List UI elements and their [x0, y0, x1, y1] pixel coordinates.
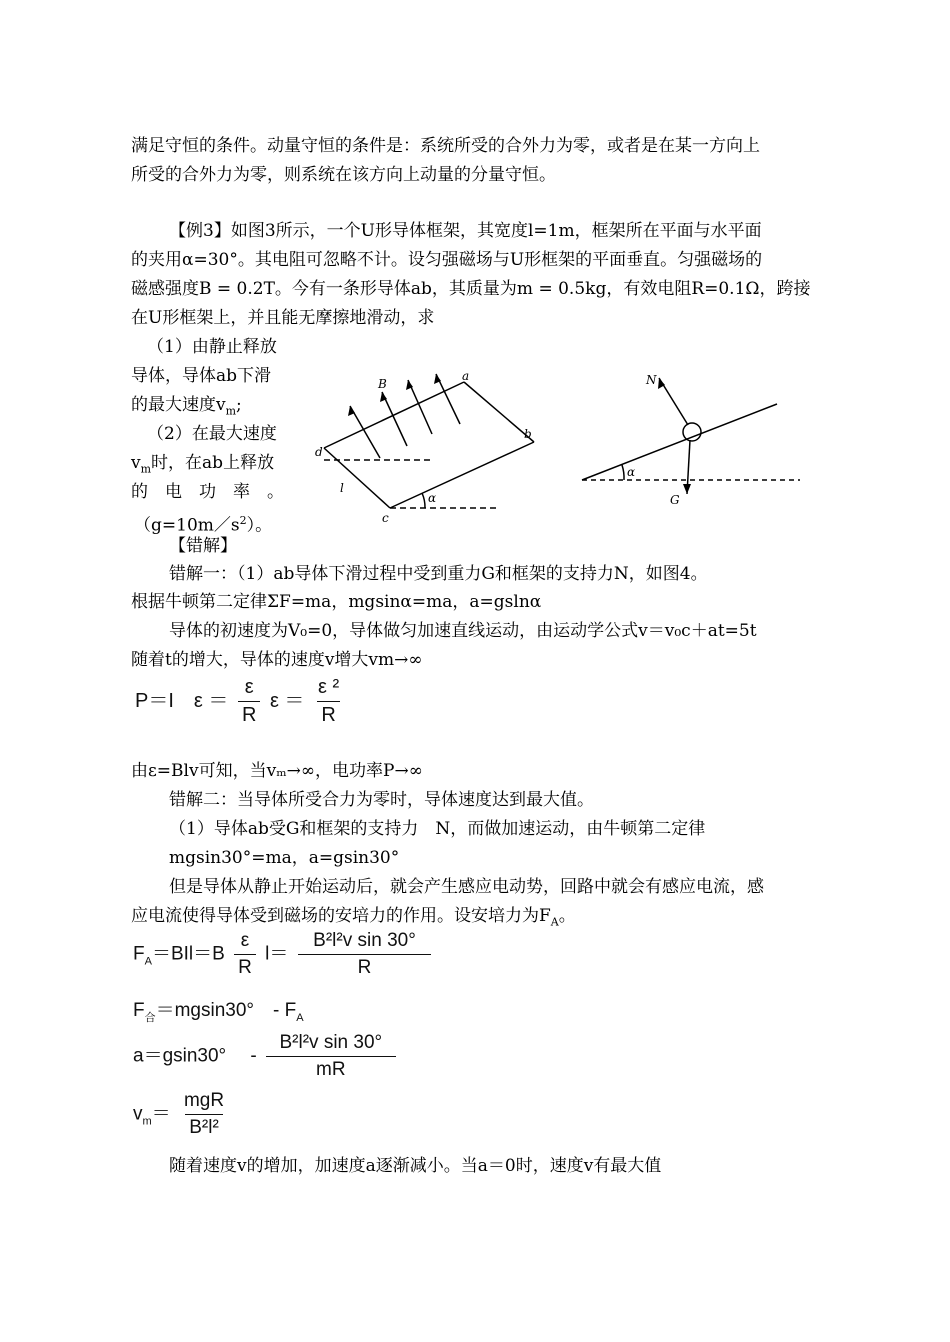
- label-a: a: [462, 370, 470, 383]
- question1-line2: 导体，导体ab下滑: [131, 366, 272, 386]
- label-b: b: [524, 427, 532, 441]
- frame-bottom-rail: [390, 442, 534, 508]
- example-line3: 磁感强度B = 0.2T。今有一条形导体ab，其质量为m = 0.5kg，有效电阻R=0.1Ω，跨接: [131, 279, 811, 299]
- wrong2-line5: 应电流使得导体受到磁场的安培力的作用。设安培力为$F_A$。: [131, 906, 576, 929]
- label-alpha: α: [627, 465, 636, 479]
- angle-arc: [422, 493, 425, 508]
- wrong1-line4: 随着t的增大，导体的速度v增大vm→∞: [131, 650, 423, 670]
- label-l: l: [340, 481, 344, 495]
- wrong1-line3: 导体的初速度为V₀=0，导体做匀加速直线运动，由运动学公式v＝v₀c＋at=5t: [169, 621, 757, 641]
- wrong1-line1: 错解一：（1）ab导体下滑过程中受到重力G和框架的支持力N，如图4。: [169, 564, 708, 584]
- figure3-diagram: [312, 370, 552, 530]
- question2-line2: $v_m$时，在ab上释放: [131, 453, 275, 476]
- ampere-force-equation: $F_A=BIl=B$ $\frac{\varepsilon}{R}$ l＝ $\frac{\text{B²l²v sin 30°}}{R}$: [133, 930, 435, 979]
- label-G: G: [670, 493, 680, 507]
- acceleration-equation: a＝gsin30° - $\frac{\text{B²l²v sin 30°}}{mR}$: [133, 1032, 400, 1081]
- wrong2-line2: （1）导体ab受G和框架的支持力 N，而做加速运动，由牛顿第二定律: [169, 819, 706, 839]
- conductor-circle: [683, 423, 701, 441]
- wrong2-line1: 错解二：当导体所受合力为零时，导体速度达到最大值。: [169, 790, 594, 810]
- net-force-equation: $F_合=mgsin30^\circ$ - $F_A$: [133, 1000, 304, 1024]
- wrong1-line2: 根据牛顿第二定律ΣF=ma，mgsinα=ma，a=gslnα: [131, 592, 542, 612]
- question2-line4: $(g=10m/s^2)$。: [134, 514, 273, 536]
- power-formula: P＝I ε ＝ $\frac{\varepsilon}{R}$ ε ＝ $\frac{\text{ε ²}}{R}$: [135, 676, 340, 726]
- para1-line1: 满足守恒的条件。动量守恒的条件是：系统所受的合外力为零，或者是在某一方向上: [131, 136, 760, 156]
- figure4-diagram: [572, 362, 812, 512]
- question2-line3: 的 电 功 率 。: [131, 482, 284, 502]
- question2-line1: （2）在最大速度: [147, 424, 277, 444]
- question1-line1: （1）由静止释放: [147, 337, 277, 357]
- para1-line2: 所受的合外力为零，则系统在该方向上动量的分量守恒。: [131, 165, 556, 185]
- incline-line: [582, 404, 777, 480]
- wrong2-line6: 随着速度v的增加，加速度a逐渐减小。当a＝0时，速度v有最大值: [169, 1156, 662, 1176]
- example-line4: 在U形框架上，并且能无摩擦地滑动，求: [131, 308, 435, 328]
- example-line1: 【例3】如图3所示，一个U形导体框架，其宽度l=1m，框架所在平面与水平面: [169, 221, 762, 241]
- wrong1-line5: 由ε=Blv可知，当vₘ→∞，电功率P→∞: [131, 761, 423, 781]
- label-N: N: [646, 373, 657, 387]
- wrong2-line3: mgsin30°=ma，a=gsin30°: [169, 848, 400, 868]
- label-alpha: α: [428, 491, 437, 505]
- gravity-arrowhead: [683, 484, 691, 494]
- wrong2-line4: 但是导体从静止开始运动后，就会产生感应电动势，回路中就会有感应电流，感: [169, 877, 764, 897]
- example-line2: 的夹用α=30°。其电阻可忽略不计。设匀强磁场与U形框架的平面垂直。匀强磁场的: [131, 250, 763, 270]
- max-velocity-equation: $v_m=$ $\frac{\text{mgR}}{\text{B²l²}}$: [133, 1090, 225, 1138]
- frame-top-rail: [324, 382, 464, 448]
- angle-arc: [622, 465, 624, 480]
- label-B: B: [378, 377, 387, 391]
- question1-line3: 的最大速度$v_m$;: [131, 395, 242, 418]
- field-line-1: [350, 406, 380, 458]
- label-d: d: [315, 445, 323, 459]
- label-c: c: [382, 511, 389, 525]
- wrong-heading: 【错解】: [169, 536, 237, 556]
